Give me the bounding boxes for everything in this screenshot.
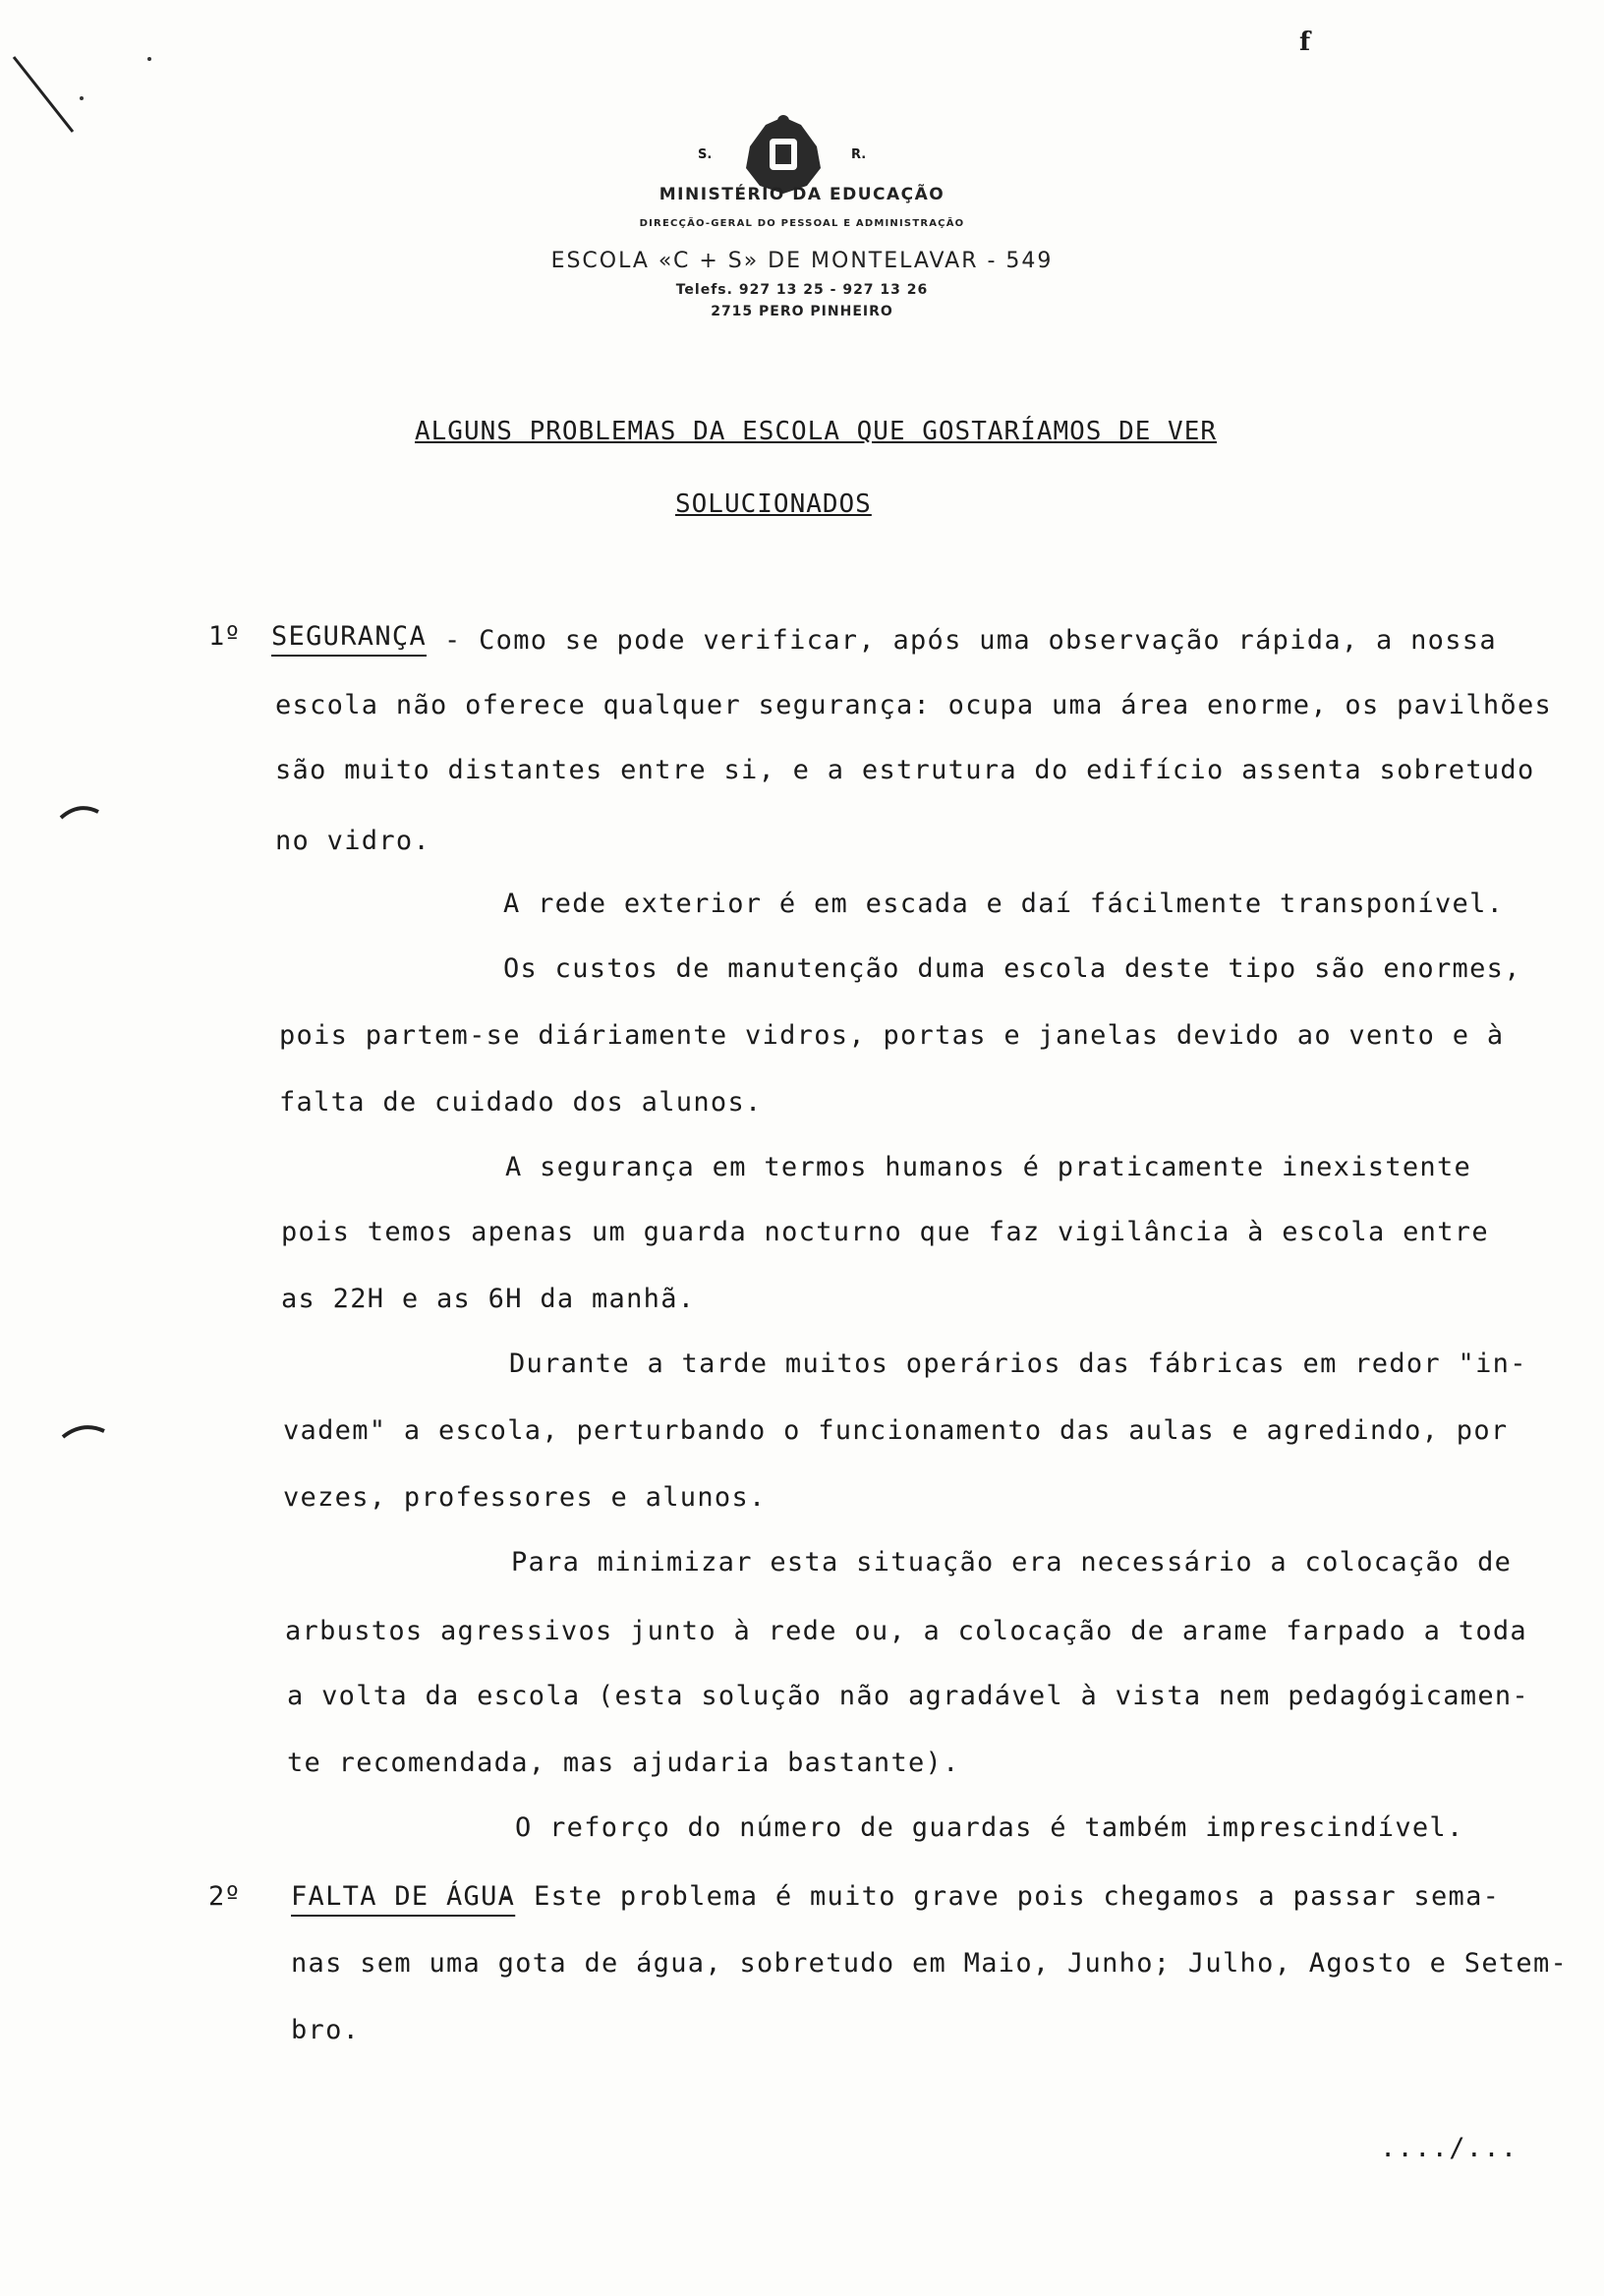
section-2-heading: FALTA DE ÁGUA (291, 1881, 516, 1912)
school-name: ESCOLA «C + S» DE MONTELAVAR - 549 (550, 249, 1054, 273)
body-line: falta de cuidado dos alunos. (279, 1087, 763, 1118)
school-phones: Telefs. 927 13 25 - 927 13 26 (675, 282, 929, 298)
binder-hole-mark (63, 1427, 104, 1437)
body-line: as 22H e as 6H da manhã. (281, 1284, 696, 1314)
body-line: a volta da escola (esta solução não agradável à vista nem pedagógicamen- (287, 1681, 1529, 1711)
ministry-name: MINISTÉRIO DA EDUCAÇÃO (659, 185, 945, 204)
body-line: A segurança em termos humanos é praticamente inexistente (505, 1152, 1472, 1182)
body-line: Durante a tarde muitos operários das fábricas em redor "in- (509, 1349, 1527, 1379)
body-line: - Este problema é muito grave pois chegamos a passar sema- (499, 1881, 1501, 1912)
body-line: nas sem uma gota de água, sobretudo em Maio, Junho; Julho, Agosto e Setem- (291, 1948, 1569, 1979)
coat-of-arms-emblem (746, 115, 821, 194)
emblem-letter-left: S. (698, 147, 713, 162)
document-title-line1: ALGUNS PROBLEMAS DA ESCOLA QUE GOSTARÍAMOS DE VER (415, 417, 1218, 446)
body-line: vezes, professores e alunos. (283, 1482, 767, 1513)
body-line: arbustos agressivos junto à rede ou, a colocação de arame farpado a toda (285, 1616, 1527, 1646)
body-line: pois partem-se diáriamente vidros, portas e janelas devido ao vento e à (279, 1020, 1505, 1051)
body-line: te recomendada, mas ajudaria bastante). (287, 1748, 960, 1778)
body-line: são muito distantes entre si, e a estrutura do edifício assenta sobretudo (275, 755, 1535, 785)
stray-pen-stroke (14, 57, 73, 132)
binder-hole-mark (61, 808, 98, 818)
page-continuation: ..../... (1380, 2133, 1518, 2163)
body-line: - Como se pode verificar, após uma observação rápida, a nossa (444, 625, 1497, 656)
body-line: O reforço do número de guardas é também imprescindível. (515, 1812, 1464, 1843)
body-line: vadem" a escola, perturbando o funcionamento das aulas e agredindo, por (283, 1415, 1509, 1446)
body-line: bro. (291, 2015, 361, 2045)
stray-dot (147, 57, 151, 61)
body-line: no vidro. (275, 826, 430, 856)
document-title-line2: SOLUCIONADOS (675, 489, 872, 519)
stray-dot (80, 96, 84, 100)
top-right-mark: f (1299, 28, 1311, 57)
body-line: A rede exterior é em escada e daí fácilmente transponível. (503, 889, 1505, 919)
section-1-heading: SEGURANÇA (271, 621, 427, 652)
school-address: 2715 PERO PINHEIRO (711, 304, 893, 319)
directorate-name: DIRECÇÃO-GERAL DO PESSOAL E ADMINISTRAÇÃO (639, 218, 965, 229)
body-line: Para minimizar esta situação era necessário a colocação de (511, 1547, 1513, 1578)
emblem-letter-right: R. (851, 147, 867, 162)
section-1-number: 1º (208, 621, 241, 652)
body-line: escola não oferece qualquer segurança: ocupa uma área enorme, os pavilhões (275, 690, 1553, 720)
body-line: pois temos apenas um guarda nocturno que faz vigilância à escola entre (281, 1217, 1489, 1247)
body-line: Os custos de manutenção duma escola deste tipo são enormes, (503, 953, 1521, 984)
section-2-number: 2º (208, 1881, 241, 1912)
